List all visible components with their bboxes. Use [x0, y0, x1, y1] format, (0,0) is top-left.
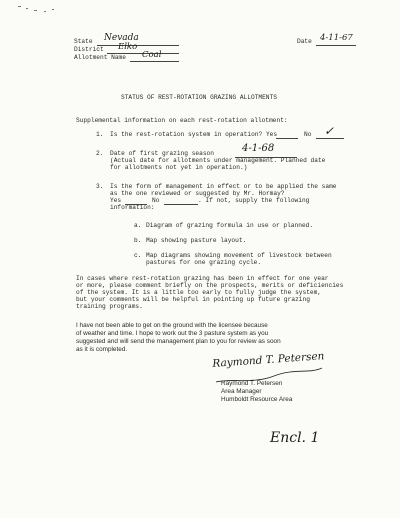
- q1-no-label: No: [304, 131, 312, 138]
- q1-number: 1.: [96, 131, 104, 138]
- scan-speck: [18, 6, 21, 7]
- q3-c-label: c.: [134, 252, 142, 259]
- intro-text: Supplemental information on each rest-rotation allotment:: [76, 117, 288, 124]
- date-label: Date: [297, 38, 312, 45]
- cases-paragraph-line: of the system. It is a little too early to fully judge the system,: [76, 289, 322, 296]
- q3-b-text: Map showing pasture layout.: [146, 237, 247, 244]
- q3-number: 3.: [96, 183, 104, 190]
- comment-line: of weather and time. I hope to work out the 3 pasture system as you: [76, 330, 269, 337]
- q3-a-text: Diagram of grazing formula in use or planned.: [146, 222, 314, 229]
- q3-c-text1: Map diagrams showing movement of livestock between: [146, 252, 332, 259]
- signer-name: Raymond T. Petersen: [221, 380, 283, 387]
- allotment-underline: [130, 61, 179, 62]
- q1-text: Is the rest-rotation system in operation? Yes: [110, 131, 278, 138]
- cases-paragraph-line: In cases where rest-rotation grazing has been in effect for one year: [76, 275, 329, 282]
- q1-yes-blank: [276, 138, 298, 139]
- district-label: District: [74, 46, 104, 53]
- enclosure-note: Encl. 1: [270, 430, 320, 446]
- q3-b-label: b.: [134, 237, 142, 244]
- cases-paragraph-line: but your comments will be helpful in pointing up future grazing: [76, 296, 310, 303]
- scan-speck: [44, 11, 46, 12]
- scan-speck: [26, 8, 28, 9]
- date-value: 4-11-67: [320, 33, 353, 43]
- q2-line1: Date of first grazing season: [110, 150, 214, 157]
- q1-no-checkmark: ✓: [324, 124, 335, 138]
- cases-paragraph-line: or more, please comment briefly on the prospects, merits or deficiencies: [76, 282, 344, 289]
- signer-title: Area Manager: [221, 388, 262, 395]
- q2-line2: (Actual date for allotments under management. Planned date: [110, 157, 326, 164]
- comment-line: as it is completed.: [76, 346, 128, 353]
- q3-line1: Is the form of management in effect or to be applied the same: [110, 183, 337, 190]
- q3-a-label: a.: [134, 222, 142, 229]
- comment-line: I have not been able to get on the ground with the licensee because: [76, 322, 268, 329]
- q2-number: 2.: [96, 150, 104, 157]
- signer-area: Humboldt Resource Area: [221, 396, 293, 403]
- handwritten-signature: Raymond T. Petersen: [212, 350, 325, 370]
- q3-line3-tail: . If not, supply the following: [198, 197, 310, 204]
- q1-no-blank: [316, 138, 344, 139]
- q3-c-text2: pastures for one grazing cycle.: [146, 259, 262, 266]
- scan-speck: [52, 9, 54, 10]
- q2-date-answer: 4-1-68: [242, 143, 275, 154]
- state-underline: [97, 45, 179, 46]
- state-label: State: [74, 38, 93, 45]
- date-underline: [316, 45, 356, 46]
- cases-paragraph-line: training programs.: [76, 303, 143, 310]
- document-title: STATUS OF REST-ROTATION GRAZING ALLOTMENTS: [121, 94, 277, 101]
- allotment-value: Coal: [142, 50, 162, 60]
- state-value: Nevada: [104, 33, 139, 43]
- district-value: Elko: [118, 42, 138, 52]
- q3-no-blank: [164, 204, 198, 205]
- comment-line: suggested and will send the management plan to you for review as soon: [76, 338, 281, 345]
- allotment-label: Allotment Name: [74, 54, 126, 61]
- scan-speck: [34, 10, 37, 11]
- q2-line3: for allotments not yet in operation.): [110, 164, 248, 171]
- q3-line2: as the one reviewed or suggested by Mr. Hormay?: [110, 190, 285, 197]
- q3-line4: information:: [110, 204, 155, 211]
- q3-no-label: No: [152, 197, 160, 204]
- q3-yes-label: Yes: [110, 197, 122, 204]
